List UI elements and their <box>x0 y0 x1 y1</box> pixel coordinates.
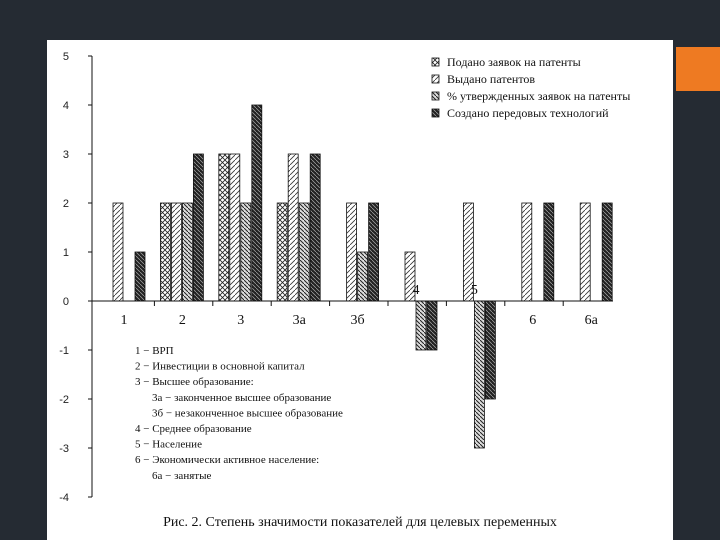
y-tick-label: 0 <box>62 296 69 308</box>
y-tick-label: -3 <box>59 443 69 455</box>
bar-series-4-cat-6 <box>544 203 554 301</box>
bar-series-2-cat-1 <box>113 203 123 301</box>
bar-series-2-cat-3 <box>230 154 240 301</box>
bar-series-2-cat-2 <box>171 203 181 301</box>
x-tick-label: 6 <box>529 313 537 328</box>
x-tick-label: 3а <box>292 313 306 328</box>
annotation-line: 3б − незаконченное высшее образование <box>152 407 343 420</box>
annotation-line: 2 − Инвестиции в основной капитал <box>135 360 305 373</box>
y-tick-label: -4 <box>59 492 69 504</box>
legend-swatch <box>432 75 439 83</box>
legend-swatch <box>432 109 439 117</box>
bar-series-3-cat-3 <box>241 203 251 301</box>
bar-series-2-cat-3б <box>347 203 357 301</box>
y-tick-label: 5 <box>62 51 69 63</box>
bar-series-4-cat-1 <box>135 252 145 301</box>
x-tick-label: 5 <box>470 283 478 298</box>
bar-series-4-cat-3а <box>310 154 320 301</box>
bar-series-4-cat-2 <box>193 154 203 301</box>
bar-series-2-cat-3а <box>288 154 298 301</box>
annotation-line: 3 − Высшее образование: <box>135 376 254 389</box>
legend-label: Выдано патентов <box>447 72 536 86</box>
annotation-line: 3а − законченное высшее образование <box>152 391 332 404</box>
y-tick-label: 3 <box>62 149 69 161</box>
bar-series-4-cat-3 <box>252 105 262 301</box>
x-tick-label: 3б <box>350 313 365 328</box>
bar-series-4-cat-5 <box>485 301 495 399</box>
x-tick-label: 2 <box>178 313 186 328</box>
y-tick-label: -2 <box>59 394 69 406</box>
bar-series-1-cat-3 <box>219 154 229 301</box>
legend-swatch <box>432 92 439 100</box>
bar-series-3-cat-5 <box>474 301 484 448</box>
x-tick-label: 4 <box>412 283 420 298</box>
annotation-line: 6а − занятые <box>152 469 212 482</box>
y-tick-label: -1 <box>59 345 69 357</box>
legend-label: % утвержденных заявок на патенты <box>447 89 631 103</box>
legend-swatch <box>432 58 439 66</box>
annotation-line: 1 − ВРП <box>135 345 174 357</box>
bar-series-3-cat-3а <box>299 203 309 301</box>
annotation-line: 5 − Население <box>135 438 202 451</box>
bar-series-3-cat-4 <box>416 301 426 350</box>
bar-series-4-cat-3б <box>369 203 379 301</box>
y-tick-label: 2 <box>62 198 69 210</box>
annotation-line: 6 − Экономически активное население: <box>135 454 320 467</box>
x-tick-label: 1 <box>120 313 128 328</box>
bar-series-2-cat-6 <box>522 203 532 301</box>
figure-caption: Рис. 2. Степень значимости показателей для целевых переменных <box>163 515 557 530</box>
x-tick-label: 6а <box>584 313 598 328</box>
annotation-line: 4 − Среднее образование <box>135 423 252 435</box>
y-tick-label: 4 <box>62 100 69 112</box>
bar-series-3-cat-2 <box>182 203 192 301</box>
bar-series-1-cat-2 <box>160 203 170 301</box>
legend-label: Создано передовых технологий <box>447 106 609 120</box>
legend-label: Подано заявок на патенты <box>447 55 581 69</box>
bar-series-3-cat-3б <box>358 252 368 301</box>
x-tick-label: 3 <box>237 313 245 328</box>
bar-series-2-cat-6а <box>580 203 590 301</box>
bar-series-4-cat-4 <box>427 301 437 350</box>
bar-series-1-cat-3а <box>277 203 287 301</box>
bar-series-4-cat-6а <box>602 203 612 301</box>
y-tick-label: 1 <box>62 247 69 259</box>
